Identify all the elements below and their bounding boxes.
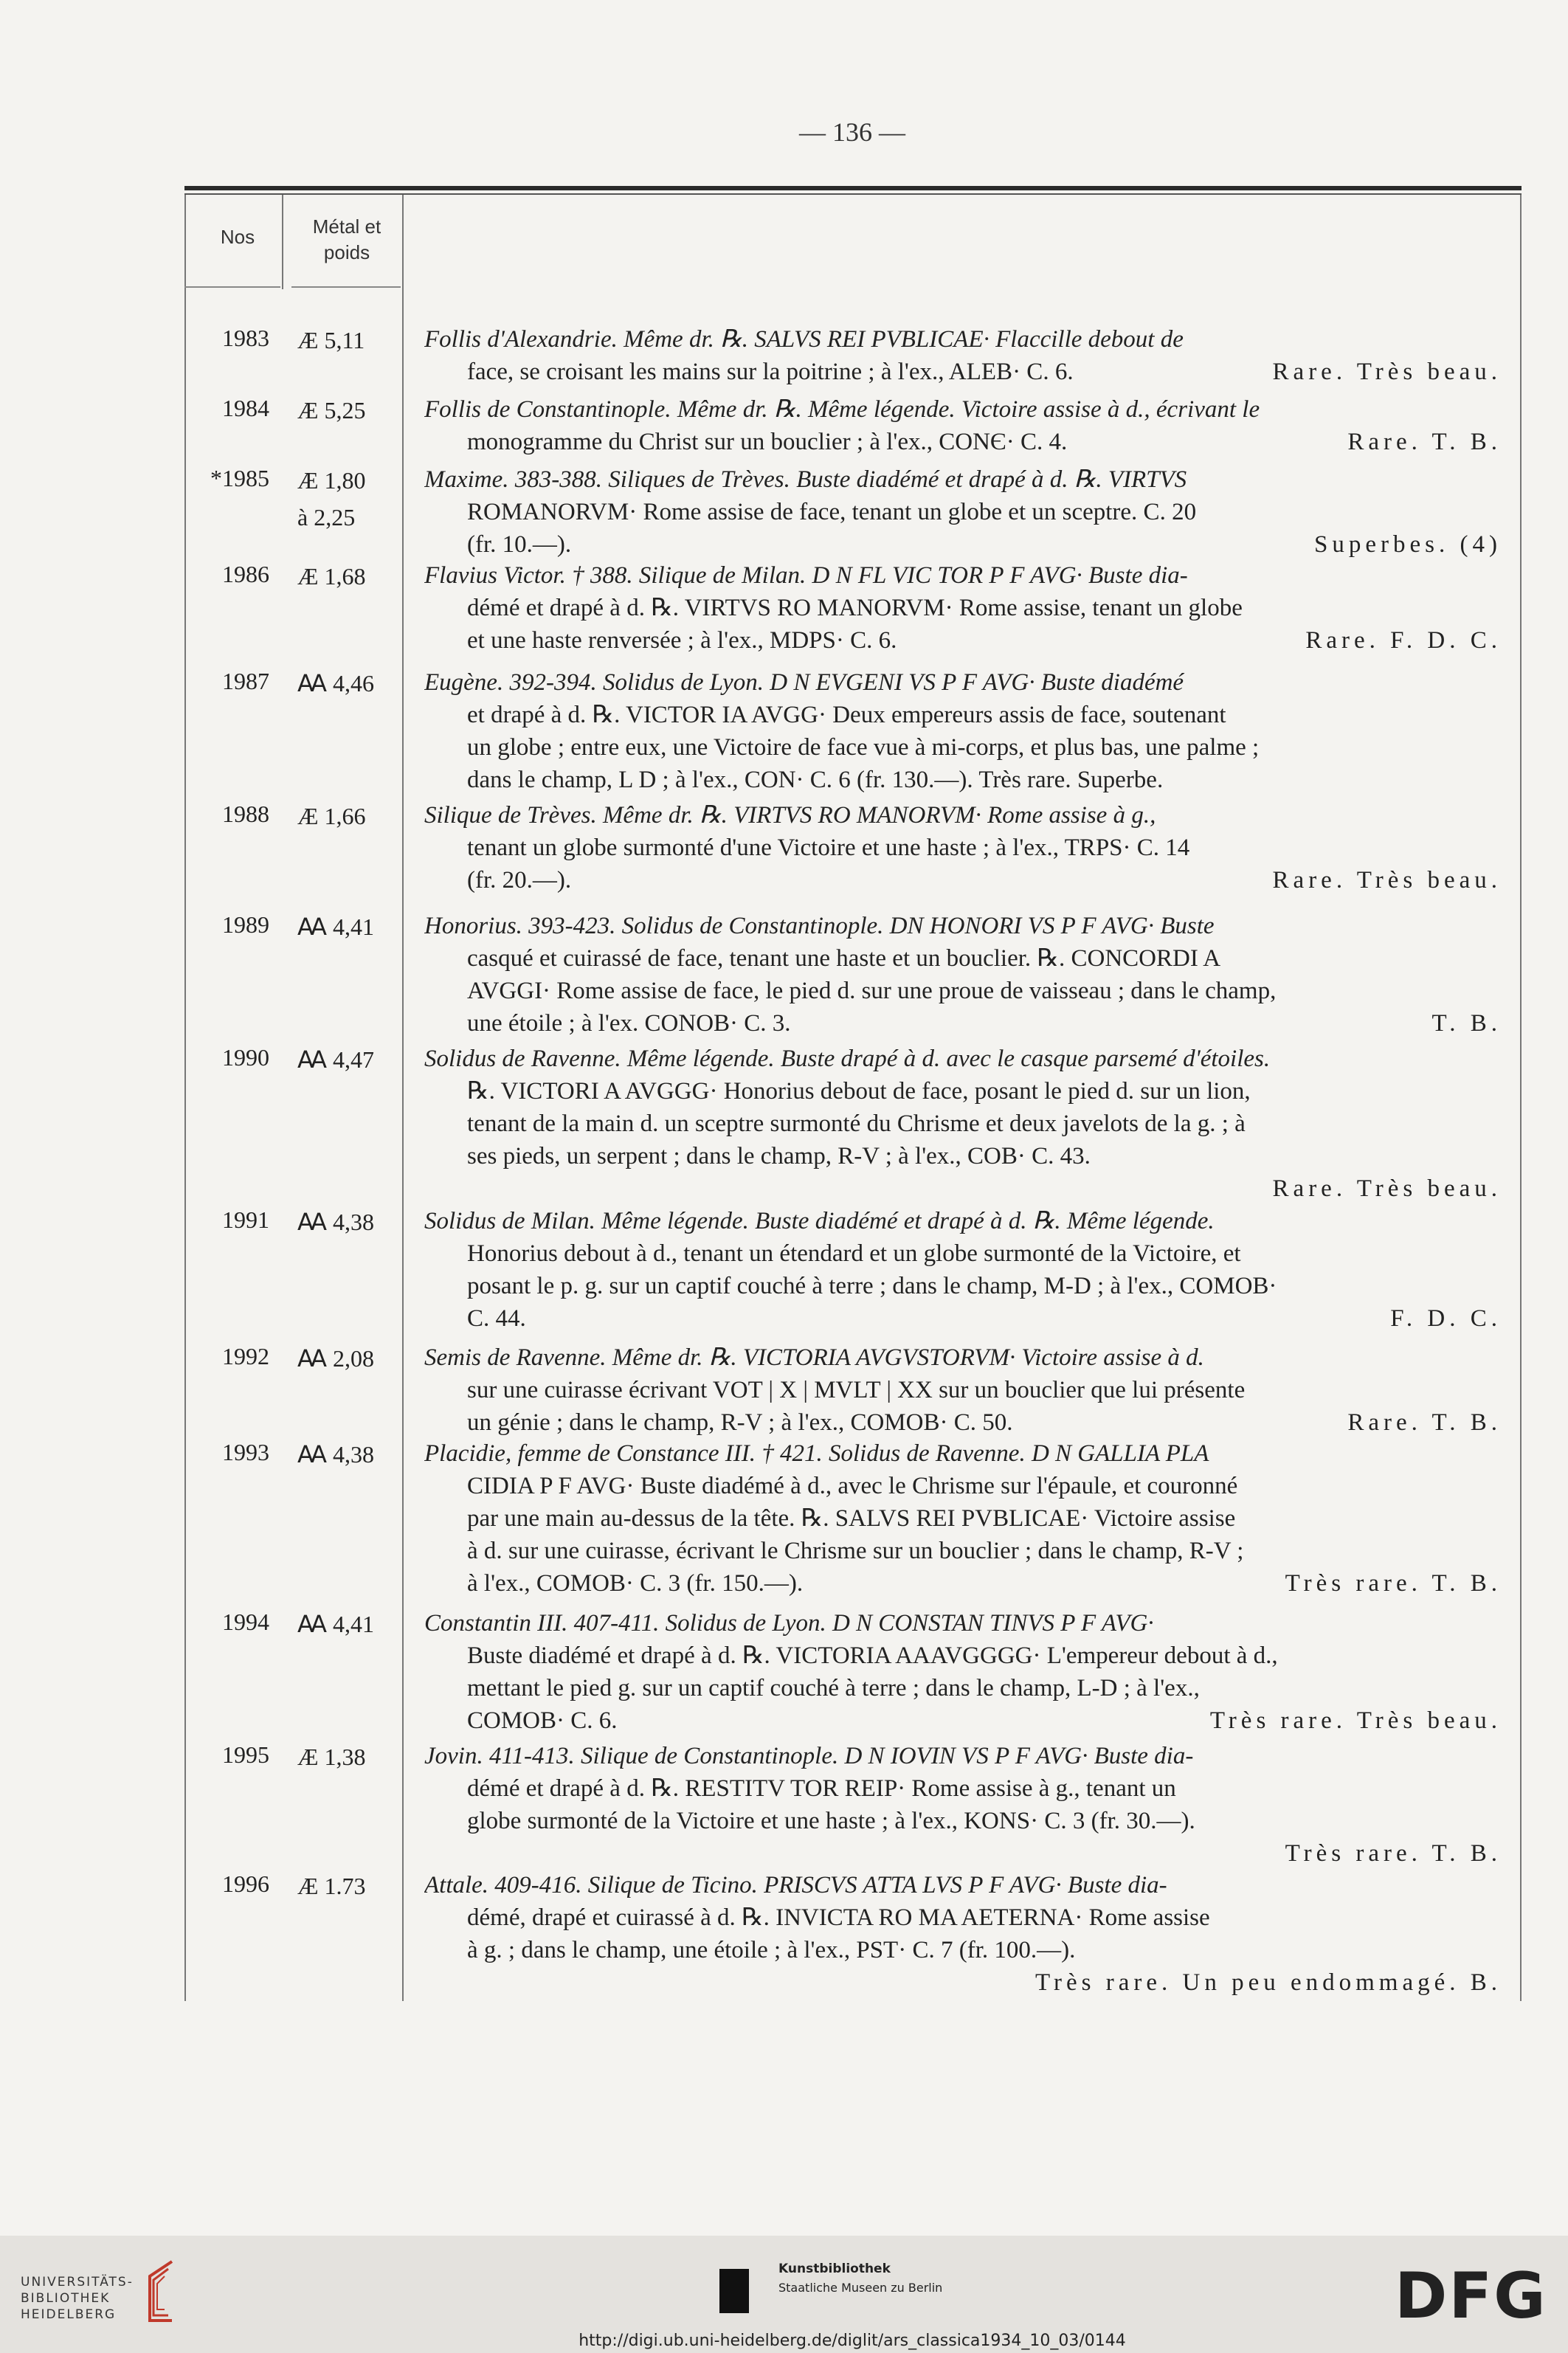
description-line	[424, 1869, 1502, 1901]
description-text: face, se croisant les mains sur la poitrine ; à l'ex., ALEB· C. 6.	[467, 359, 1074, 385]
entry-number: 1987	[222, 668, 269, 694]
entry-number: 1991	[222, 1206, 269, 1233]
description-text: ses pieds, un serpent ; dans le champ, R-V ; à l'ex., COB· C. 43.	[467, 1143, 1091, 1169]
description-line	[424, 592, 1502, 624]
description-line	[424, 1302, 1502, 1335]
metal-value: Æ 1,80	[297, 467, 366, 494]
description-text: Attale. 409-416. Silique de Ticino. PRISCVS ATTA LVS P F AVG· Buste dia-	[424, 1872, 1167, 1898]
description-line	[424, 1205, 1502, 1237]
entry-metal-weight	[297, 908, 401, 945]
rarity-grade: Très rare. Un peu endommagé. B.	[1035, 1969, 1502, 1996]
rarity-grade: Très rare. T. B.	[1285, 1570, 1502, 1597]
description-text: à l'ex., COMOB· C. 3 (fr. 150.—).	[467, 1570, 804, 1597]
description-text: globe surmonté de la Victoire et une haste ; à l'ex., KONS· C. 3 (fr. 30.—).	[467, 1808, 1195, 1834]
description-text: par une main au-dessus de la tête. ℞. SALVS REI PVBLICAE· Victoire assise	[467, 1505, 1236, 1532]
description-text: (fr. 20.—).	[467, 867, 572, 894]
metal-value: Ꜳ 4,47	[297, 1046, 374, 1073]
kb-subtitle: Staatliche Museen zu Berlin	[778, 2281, 943, 2295]
description-text: casqué et cuirassé de face, tenant une haste et un bouclier. ℞. CONCORDI A	[467, 945, 1221, 972]
column-divider-metal	[402, 195, 404, 2001]
description-line	[424, 1567, 1502, 1600]
description-text: sur une cuirasse écrivant VOT | X | MVLT | XX sur un bouclier que lui présente	[467, 1377, 1246, 1403]
entry-description	[424, 559, 1502, 657]
metal-value: Ꜳ 4,38	[297, 1209, 374, 1235]
description-text: et une haste renversée ; à l'ex., MDPS· C. 6.	[467, 627, 897, 654]
metal-value: Ꜳ 2,08	[297, 1345, 374, 1372]
rarity-grade: F. D. C.	[1390, 1305, 1502, 1332]
entry-number: 1984	[222, 395, 269, 421]
description-line	[424, 1837, 1502, 1870]
rarity-grade: Rare. T. B.	[1347, 1409, 1502, 1436]
description-line	[424, 1640, 1502, 1672]
entry-description	[424, 1341, 1502, 1439]
rarity-grade: Rare. Très beau.	[1272, 1175, 1502, 1202]
description-line	[424, 1805, 1502, 1837]
description-text: Honorius. 393-423. Solidus de Constantinople. DN HONORI VS P F AVG· Buste	[424, 913, 1215, 939]
description-text: ROMANORVM· Rome assise de face, tenant un globe et un sceptre. C. 20	[467, 499, 1197, 525]
description-line	[424, 1237, 1502, 1270]
ub-line3: HEIDELBERG	[21, 2307, 117, 2322]
description-line	[424, 1901, 1502, 1934]
description-line	[424, 1672, 1502, 1704]
entry-metal-weight	[297, 1041, 401, 1078]
description-text: (fr. 10.—).	[467, 531, 572, 558]
description-text: Semis de Ravenne. Même dr. ℞. VICTORIA AVGVSTORVM· Victoire assise à d.	[424, 1344, 1204, 1371]
page-number: — 136 —	[799, 117, 905, 147]
entry-number: 1992	[222, 1343, 269, 1369]
entry-description	[424, 1437, 1502, 1600]
description-text: un globe ; entre eux, une Victoire de face vue à mi-corps, et plus bas, une palme ;	[467, 734, 1260, 761]
description-line	[424, 1043, 1502, 1075]
entry-description	[424, 799, 1502, 896]
rarity-grade: Rare. T. B.	[1347, 429, 1502, 455]
description-line	[424, 1374, 1502, 1406]
description-line	[424, 1607, 1502, 1640]
description-line	[424, 426, 1502, 458]
description-line	[424, 1934, 1502, 1966]
description-line	[424, 942, 1502, 975]
description-line	[424, 1172, 1502, 1205]
entry-number: 1989	[222, 911, 269, 938]
ub-line2: BIBLIOTHEK	[21, 2291, 111, 2306]
entry-number: 1983	[222, 325, 269, 351]
entry-number: 1990	[222, 1044, 269, 1071]
metal-value: Æ 1.73	[297, 1873, 366, 1899]
metal-value: Æ 5,11	[297, 327, 365, 353]
description-text: et drapé à d. ℞. VICTOR IA AVGG· Deux empereurs assis de face, soutenant	[467, 702, 1226, 728]
description-text: dans le champ, L D ; à l'ex., CON· C. 6 (fr. 130.—). Très rare. Superbe.	[467, 767, 1164, 793]
entry-metal-weight	[297, 798, 401, 835]
description-text: Honorius debout à d., tenant un étendard et un globe surmonté de la Victoire, et	[467, 1240, 1241, 1267]
entry-number: *1985	[210, 465, 269, 491]
header-underline-metal	[291, 286, 401, 288]
description-line	[424, 624, 1502, 657]
entry-metal-weight	[297, 1606, 401, 1642]
description-text: Solidus de Milan. Même légende. Buste diadémé et drapé à d. ℞. Même légende.	[424, 1208, 1215, 1234]
kb-title: Kunstbibliothek	[778, 2262, 891, 2276]
description-text: COMOB· C. 6.	[467, 1707, 618, 1734]
description-text: une étoile ; à l'ex. CONOB· C. 3.	[467, 1010, 791, 1037]
description-line	[424, 1075, 1502, 1108]
entry-metal-weight	[297, 392, 401, 429]
metal-value: Æ 1,68	[297, 563, 366, 590]
header-metal	[291, 214, 402, 266]
description-line	[424, 864, 1502, 896]
description-text: Follis d'Alexandrie. Même dr. ℞. SALVS REI PVBLICAE· Flaccille debout de	[424, 326, 1184, 353]
description-line	[424, 463, 1502, 496]
metal-value: Ꜳ 4,41	[297, 913, 374, 940]
description-line	[424, 731, 1502, 764]
description-text: à g. ; dans le champ, une étoile ; à l'ex., PST· C. 7 (fr. 100.—).	[467, 1937, 1076, 1963]
description-line	[424, 910, 1502, 942]
kunstbibliothek-logo-icon	[719, 2269, 749, 2313]
description-text: CIDIA P F AVG· Buste diadémé à d., avec le Chrisme sur l'épaule, et couronné	[467, 1473, 1238, 1499]
rarity-grade: Rare. F. D. C.	[1305, 627, 1502, 654]
table-top-rule-thin	[184, 193, 1522, 195]
description-line	[424, 975, 1502, 1007]
entry-description	[424, 1607, 1502, 1737]
description-text: ℞. VICTORI A AVGGG· Honorius debout de face, posant le pied d. sur un lion,	[467, 1078, 1251, 1105]
description-text: tenant de la main d. un sceptre surmonté du Chrisme et deux javelots de la g. ; à	[467, 1110, 1246, 1137]
description-text: Jovin. 411-413. Silique de Constantinople. D N IOVIN VS P F AVG· Buste dia-	[424, 1743, 1194, 1769]
ub-line1: UNIVERSITÄTS-	[21, 2275, 134, 2290]
rarity-grade: Rare. Très beau.	[1272, 867, 1502, 894]
description-line	[424, 1341, 1502, 1374]
metal-value: Æ 1,66	[297, 803, 366, 829]
entry-description	[424, 323, 1502, 388]
description-line	[424, 1740, 1502, 1772]
entry-number: 1988	[222, 801, 269, 827]
description-line	[424, 356, 1502, 388]
header-nos: Nos	[220, 226, 255, 248]
entry-description	[424, 463, 1502, 561]
description-text: posant le p. g. sur un captif couché à terre ; dans le champ, M-D ; à l'ex., COMOB·	[467, 1273, 1277, 1299]
description-text: Solidus de Ravenne. Même légende. Buste drapé à d. avec le casque parsemé d'étoiles.	[424, 1046, 1271, 1072]
entry-metal-weight	[297, 665, 401, 702]
kunstbibliothek-text	[778, 2259, 942, 2298]
description-text: Placidie, femme de Constance III. † 421. Solidus de Ravenne. D N GALLIA PLA	[424, 1440, 1209, 1467]
entry-description	[424, 1740, 1502, 1870]
description-text: démé, drapé et cuirassé à d. ℞. INVICTA RO MA AETERNA· Rome assise	[467, 1904, 1210, 1931]
entry-number: 1995	[222, 1741, 269, 1768]
description-line	[424, 1108, 1502, 1140]
description-line	[424, 666, 1502, 699]
description-text: tenant un globe surmonté d'une Victoire et une haste ; à l'ex., TRPS· C. 14	[467, 835, 1190, 861]
ub-heidelberg-logo-icon	[139, 2258, 183, 2328]
header-metal-line2: poids	[323, 241, 370, 263]
description-line	[424, 1406, 1502, 1439]
rarity-grade: Superbes. (4)	[1314, 531, 1502, 558]
description-line	[424, 323, 1502, 356]
description-line	[424, 1270, 1502, 1302]
header-metal-line1: Métal et	[312, 215, 381, 238]
description-line	[424, 496, 1502, 528]
entry-metal-weight	[297, 1203, 401, 1240]
entry-description	[424, 1869, 1502, 1999]
description-text: Follis de Constantinople. Même dr. ℞. Même légende. Victoire assise à d., écrivant le	[424, 396, 1260, 423]
entry-metal-weight	[297, 1867, 401, 1904]
description-text: démé et drapé à d. ℞. VIRTVS RO MANORVM· Rome assise, tenant un globe	[467, 595, 1243, 621]
description-text: Silique de Trèves. Même dr. ℞. VIRTVS RO MANORVM· Rome assise à g.,	[424, 802, 1156, 829]
description-text: monogramme du Christ sur un bouclier ; à l'ex., CONЄ· C. 4.	[467, 429, 1068, 455]
source-url-link[interactable]: http://digi.ub.uni-heidelberg.de/diglit/ars_classica1934_10_03/0144	[578, 2332, 1126, 2350]
description-text: à d. sur une cuirasse, écrivant le Chrisme sur un bouclier ; dans le champ, R-V ;	[467, 1538, 1244, 1564]
description-line	[424, 1535, 1502, 1567]
entry-description	[424, 1205, 1502, 1335]
description-text: démé et drapé à d. ℞. RESTITV TOR REIP· Rome assise à g., tenant un	[467, 1775, 1176, 1802]
entry-description	[424, 1043, 1502, 1205]
header-underline-nos	[184, 286, 280, 288]
entry-number: 1996	[222, 1870, 269, 1897]
description-text: Constantin III. 407-411. Solidus de Lyon. D N CONSTAN TINVS P F AVG·	[424, 1610, 1154, 1637]
metal-value: Ꜳ 4,46	[297, 670, 374, 697]
description-line	[424, 832, 1502, 864]
metal-value: Æ 5,25	[297, 397, 366, 424]
entry-number: 1986	[222, 561, 269, 587]
description-text: Eugène. 392-394. Solidus de Lyon. D N EVGENI VS P F AVG· Buste diadémé	[424, 669, 1184, 696]
description-text: AVGGI· Rome assise de face, le pied d. sur une proue de vaisseau ; dans le champ,	[467, 978, 1277, 1004]
metal-value-range: à 2,25	[297, 504, 356, 531]
entry-description	[424, 910, 1502, 1040]
rarity-grade: T. B.	[1431, 1010, 1502, 1037]
description-line	[424, 699, 1502, 731]
rarity-grade: Rare. Très beau.	[1272, 359, 1502, 385]
entry-metal-weight	[297, 1738, 401, 1775]
column-divider-nos	[282, 195, 283, 289]
entry-metal-weight	[297, 1436, 401, 1473]
description-text: un génie ; dans le champ, R-V ; à l'ex., COMOB· C. 50.	[467, 1409, 1013, 1436]
description-text: Flavius Victor. † 388. Silique de Milan. D N FL VIC TOR P F AVG· Buste dia-	[424, 562, 1188, 589]
entry-metal-weight	[297, 322, 401, 359]
metal-value: Ꜳ 4,41	[297, 1611, 374, 1637]
description-text: Maxime. 383-388. Siliques de Trèves. Buste diadémé et drapé à d. ℞. VIRTVS	[424, 466, 1187, 493]
rarity-grade: Très rare. T. B.	[1285, 1840, 1502, 1867]
description-line	[424, 1772, 1502, 1805]
description-line	[424, 559, 1502, 592]
description-line	[424, 1966, 1502, 1999]
description-line	[424, 799, 1502, 832]
column-divider-right	[1520, 195, 1522, 2001]
entry-number: 1994	[222, 1609, 269, 1635]
entry-description	[424, 393, 1502, 458]
rarity-grade: Très rare. Très beau.	[1209, 1707, 1502, 1734]
metal-value: Ꜳ 4,38	[297, 1441, 374, 1468]
entry-description	[424, 666, 1502, 796]
entry-metal-weight	[297, 558, 401, 595]
description-line	[424, 528, 1502, 561]
description-line	[424, 1502, 1502, 1535]
description-text: C. 44.	[467, 1305, 526, 1332]
description-line	[424, 1704, 1502, 1737]
description-line	[424, 393, 1502, 426]
description-line	[424, 1437, 1502, 1470]
entry-metal-weight	[297, 462, 401, 536]
ub-heidelberg-logo-text	[21, 2274, 134, 2323]
entry-number: 1993	[222, 1439, 269, 1465]
description-line	[424, 1140, 1502, 1172]
entry-metal-weight	[297, 1340, 401, 1377]
description-line	[424, 764, 1502, 796]
dfg-logo: DFG	[1395, 2259, 1547, 2333]
table-top-rule	[184, 186, 1522, 190]
description-text: Buste diadémé et drapé à d. ℞. VICTORIA AAAVGGGG· L'empereur debout à d.,	[467, 1642, 1278, 1669]
description-line	[424, 1007, 1502, 1040]
metal-value: Æ 1,38	[297, 1744, 366, 1770]
description-text: mettant le pied g. sur un captif couché à terre ; dans le champ, L-D ; à l'ex.,	[467, 1675, 1200, 1701]
description-line	[424, 1470, 1502, 1502]
